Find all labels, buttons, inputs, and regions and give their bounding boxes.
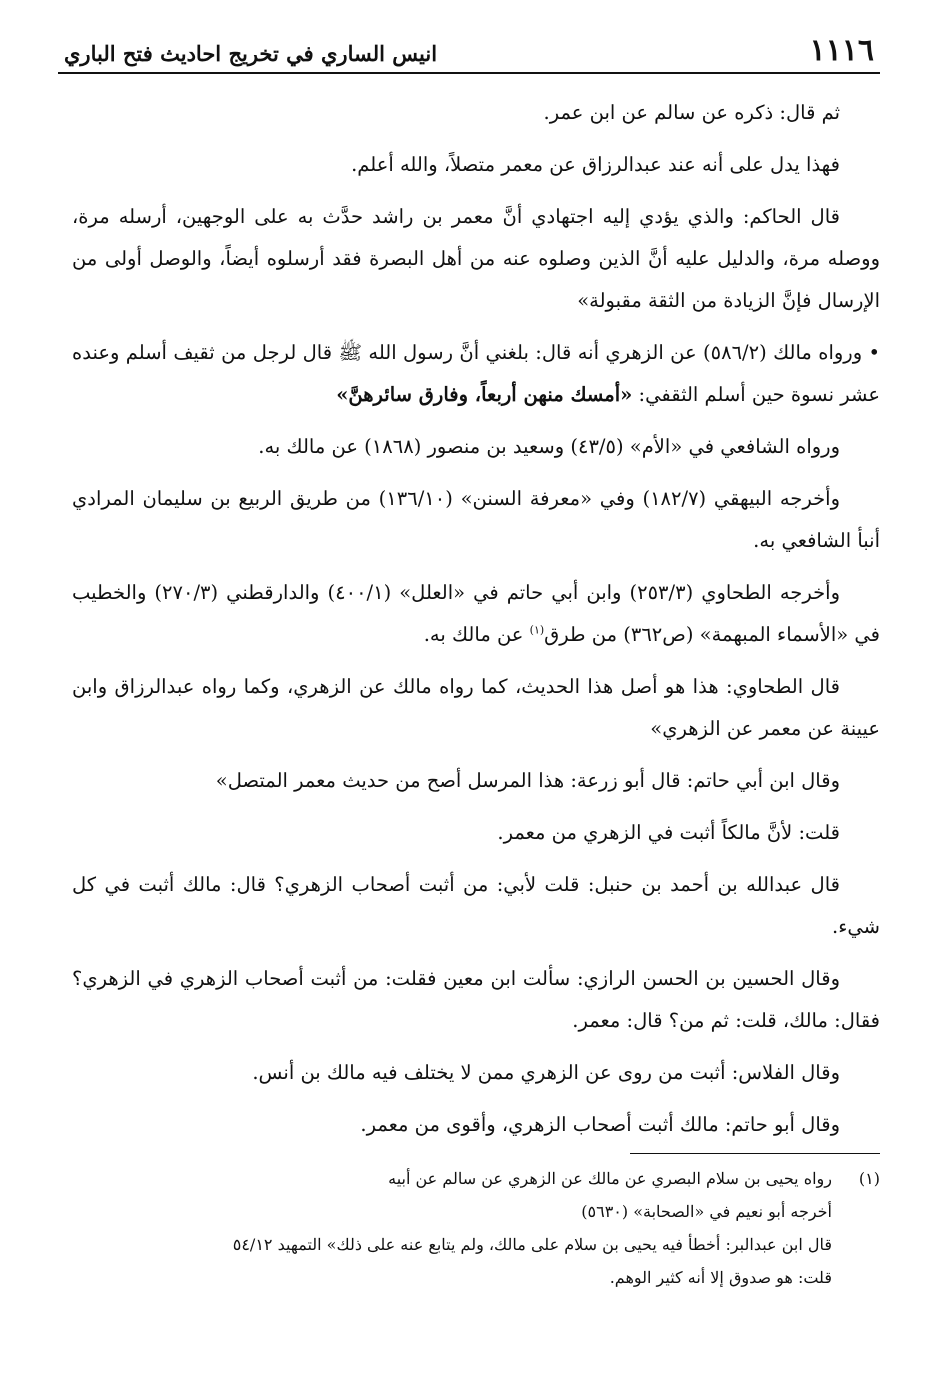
paragraph: فهذا يدل على أنه عند عبدالرزاق عن معمر متصلاً، والله أعلم. [351,153,840,176]
paragraph: ثم قال: ذكره عن سالم عن ابن عمر. [543,101,840,124]
footnote-line: قال ابن عبدالبر: أخطأ فيه يحيى بن سلام على مالك، ولم يتابع عنه على ذلك» التمهيد ٥٤/١٢ [232,1235,832,1254]
paragraph-text: عن مالك به. [423,623,530,646]
paragraph: قال عبدالله بن أحمد بن حنبل: قلت لأبي: من أثبت أصحاب الزهري؟ قال: مالك أثبت في كل شيء. [72,873,880,938]
footnotes [110,1162,880,1294]
paragraph: وقال أبو حاتم: مالك أثبت أصحاب الزهري، وأقوى من معمر. [360,1113,840,1136]
paragraph: وقال الحسين بن الحسن الرازي: سألت ابن معين فقلت: من أثبت أصحاب الزهري في الزهري؟ فقال: مالك، قلت: ثم من؟ قال: معمر. [72,967,880,1032]
page-header [58,28,880,74]
paragraph [72,572,880,656]
footnote-line [110,1162,880,1195]
footnote-divider [630,1153,880,1154]
paragraph: قال الطحاوي: هذا هو أصل هذا الحديث، كما رواه مالك عن الزهري، وكما رواه عبدالرزاق وابن عيينة عن معمر عن الزهري» [72,675,880,740]
paragraph: ورواه الشافعي في «الأم» (٤٣/٥) وسعيد بن منصور (١٨٦٨) عن مالك به. [258,435,840,458]
page-number: ١١١٦ [809,33,874,68]
hadith-quote: «أمسك منهن أربعاً، وفارق سائرهنَّ» [336,383,633,406]
footnote-line: أخرجه أبو نعيم في «الصحابة» (٥٦٣٠) [581,1202,832,1221]
paragraph: قال الحاكم: والذي يؤدي إليه اجتهادي أنَّ معمر بن راشد حدَّث به على الوجهين، أرسله مرة، ووصله مرة، والدليل عليه أنَّ الذين وصلوه عنه من أهل البصرة فقد أرسلوه أيضاً، والوصل أولى من الإرسال فإنَّ الزيادة من الثقة مقبولة» [72,205,880,312]
paragraph-text: وأخرجه الطحاوي (٢٥٣/٣) وابن أبي حاتم في «العلل» (٤٠٠/١) والدارقطني (٢٧٠/٣) والخطيب في «الأسماء المبهمة» (ص٣٦٢) من طرق [72,581,880,646]
paragraph-text: • ورواه مالك (٥٨٦/٢) عن الزهري أنه قال: بلغني أنَّ رسول الله ﷺ قال لرجل من ثقيف أسلم وعنده عشر نسوة حين أسلم الثقفي: [72,341,880,406]
paragraph: وقال الفلاس: أثبت من روى عن الزهري ممن لا يختلف فيه مالك بن أنس. [252,1061,840,1084]
footnote-marker: (١) [858,1169,880,1188]
main-text [72,92,880,1156]
footnote-reference[interactable]: (١) [529,623,545,637]
running-title: انيس الساري في تخريج احاديث فتح الباري [64,41,438,66]
footnote-text: رواه يحيى بن سلام البصري عن مالك عن الزهري عن سالم عن أبيه [388,1169,832,1188]
paragraph [72,332,880,416]
paragraph: قلت: لأنَّ مالكاً أثبت في الزهري من معمر. [497,821,840,844]
footnote-line: قلت: هو صدوق إلا أنه كثير الوهم. [609,1268,832,1287]
paragraph: وقال ابن أبي حاتم: قال أبو زرعة: هذا المرسل أصح من حديث معمر المتصل» [215,769,840,792]
paragraph: وأخرجه البيهقي (١٨٢/٧) وفي «معرفة السنن» (١٣٦/١٠) من طريق الربيع بن سليمان المرادي أنبأ الشافعي به. [72,487,880,552]
